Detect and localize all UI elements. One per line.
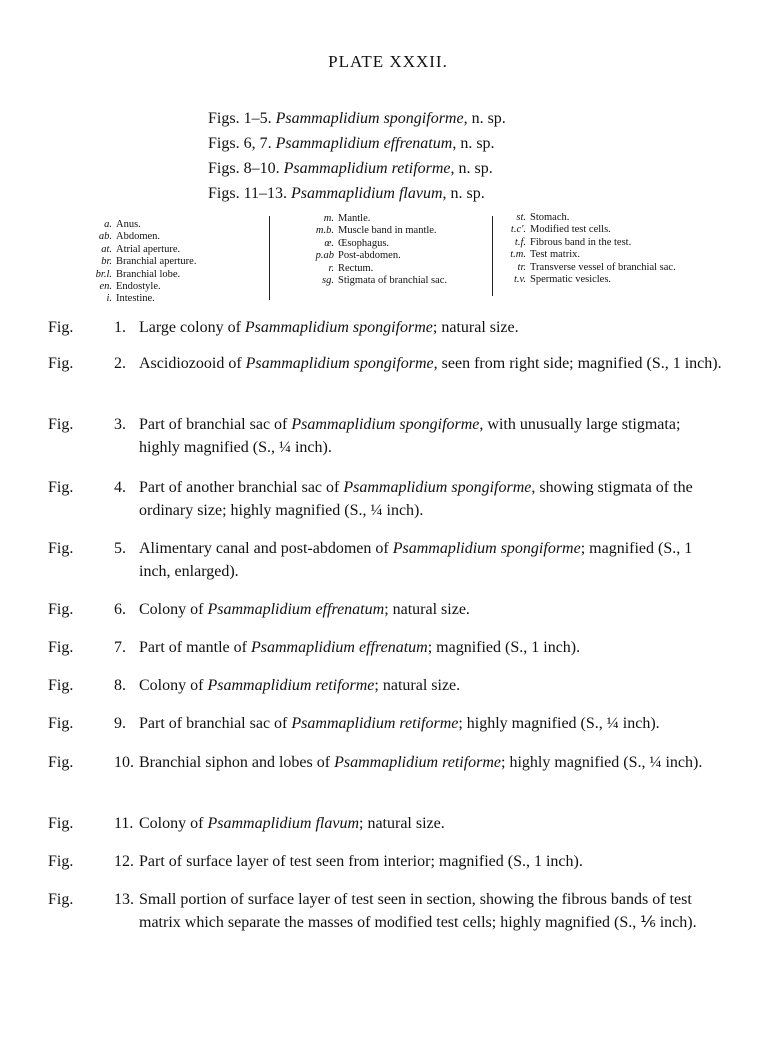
figure-text: Colony of [139,677,208,694]
figure-number: 2. [114,355,126,372]
figure-species: Psammaplidium flavum [207,815,359,832]
figure-species: Psammaplidium effrenatum [207,601,385,618]
figure-number: 6. [114,601,126,618]
figure-number: 7. [114,639,126,656]
figure-species: Psammaplidium retiforme [207,677,375,694]
species-name: Psammaplidium flavum [290,185,443,202]
figure-number: 1. [114,319,126,336]
abbreviation-value: Stomach. [530,212,570,223]
figure-entry [48,316,722,339]
abbreviation-key: r. [328,262,334,274]
abbreviation-value: Abdomen. [116,231,161,243]
figure-entry [48,888,722,934]
abbreviation-value: Intestine. [116,293,155,305]
species-name: Psammaplidium retiforme [283,160,451,177]
figure-text: Large colony of [139,319,245,336]
figure-label: Fig. [48,715,74,732]
figure-entry [48,674,722,697]
figure-label: Fig. [48,639,74,656]
figure-label: Fig. [48,891,74,908]
figure-text: ; highly magnified (S., ¼ inch). [458,715,660,732]
abbreviation-entry [506,249,676,261]
figure-number: 12. [114,853,134,870]
figure-text: ; natural size. [359,815,445,832]
plate-title: PLATE XXXII. [328,52,448,71]
figure-species: Psammaplidium spongiforme [291,416,480,433]
figure-text: Part of another branchial sac of [139,479,344,496]
abbreviation-entry [82,219,196,231]
figure-text: ; natural size. [384,601,470,618]
abbreviation-key: st. [516,212,526,223]
abbreviation-value: Transverse vessel of branchial sac. [530,261,676,273]
figure-text: Small portion of surface layer of test seen in section, showing the fibrous bands of test matrix which separate the masses of modified test cells; highly magnified (S., ⅙ inch). [139,891,697,931]
abbreviation-key: m.b. [315,225,334,237]
abbreviation-key: sg. [322,275,334,287]
figure-number: 4. [114,479,126,496]
figure-text: Branchial siphon and lobes of [139,754,335,771]
figure-number: 9. [114,715,126,732]
species-line [208,106,506,131]
figure-text: Colony of [139,815,208,832]
abbreviation-value: Test matrix. [530,249,581,261]
figure-number: 13. [114,891,134,908]
figure-entry [48,352,722,375]
abbreviation-value: Endostyle. [116,281,161,293]
abbreviation-key: t.c'. [510,224,526,236]
abbreviation-value: Rectum. [338,262,374,274]
figure-text: Part of mantle of [139,639,251,656]
figure-number: 8. [114,677,126,694]
figure-number: 10. [114,754,134,771]
abbreviations-column-3 [506,212,676,286]
abbreviation-key: en. [99,281,112,293]
abbreviation-entry [506,274,676,286]
abbreviation-value: Fibrous band in the test. [530,236,632,248]
figure-entry [48,413,722,459]
abbreviation-key: br. [101,256,112,268]
figure-text: ; natural size. [432,319,519,336]
figure-entry [48,636,722,659]
column-divider [269,216,270,300]
species-suffix: , n. sp. [442,185,485,202]
figure-text: Part of branchial sac of [139,416,292,433]
abbreviation-key: t.m. [510,249,526,261]
abbreviation-key: a. [104,219,112,230]
figure-species: Psammaplidium spongiforme [244,319,433,336]
species-name: Psammaplidium spongiforme [275,110,464,127]
abbreviation-value: Atrial aperture. [116,243,181,255]
figure-text: Alimentary canal and post-abdomen of [139,540,393,557]
figure-entry [48,812,722,835]
figure-text: Part of branchial sac of [139,715,292,732]
abbreviation-value: Anus. [116,219,141,230]
figure-text: , showing stigmata of the ordinary size; highly magnified (S., ¼ inch). [139,479,693,519]
species-figs: Figs. 1–5. [208,110,272,127]
abbreviation-entry [82,293,196,305]
abbreviation-value: Spermatic vesicles. [530,274,612,286]
figure-text: Ascidiozooid of [139,355,246,372]
abbreviation-key: t.v. [513,274,526,286]
figure-label: Fig. [48,754,74,771]
figure-species: Psammaplidium spongiforme [245,355,434,372]
abbreviation-entry [506,237,676,249]
abbreviation-entry [292,213,447,225]
species-figs: Figs. 6, 7. [208,135,272,152]
figure-label: Fig. [48,355,74,372]
figure-entry [48,751,722,774]
abbreviation-value: Modified test cells. [530,224,611,236]
figure-label: Fig. [48,540,74,557]
figure-number: 3. [114,416,126,433]
figure-label: Fig. [48,416,74,433]
abbreviation-value: Œsophagus. [338,237,390,249]
species-name: Psammaplidium effrenatum [275,135,453,152]
abbreviation-key: ab. [98,231,112,243]
figure-entry [48,712,722,735]
abbreviation-key: br.l. [95,268,112,280]
column-divider [492,216,493,296]
abbreviation-value: Post-abdomen. [338,250,401,262]
abbreviation-entry [292,263,447,275]
abbreviation-key: p.ab [315,250,334,262]
abbreviation-entry [292,238,447,250]
figure-text: ; magnified (S., 1 inch, enlarged). [139,540,693,580]
abbreviations-column-1 [82,219,196,306]
figure-species: Psammaplidium retiforme [291,715,459,732]
figure-label: Fig. [48,677,74,694]
abbreviation-value: Branchial aperture. [116,256,197,268]
abbreviation-value: Stigmata of branchial sac. [338,275,448,287]
species-suffix: , n. sp. [463,110,506,127]
abbreviation-entry [82,231,196,243]
species-suffix: , n. sp. [452,135,495,152]
figure-text: Part of surface layer of test seen from interior; magnified (S., 1 inch). [139,853,583,870]
abbreviation-entry [506,262,676,274]
species-suffix: , n. sp. [450,160,493,177]
figure-number: 5. [114,540,126,557]
abbreviation-key: at. [101,243,112,255]
figure-label: Fig. [48,815,74,832]
species-figs: Figs. 11–13. [208,185,287,202]
figure-entry [48,598,722,621]
figure-label: Fig. [48,319,74,336]
abbreviation-entry [82,244,196,256]
abbreviation-key: t.f. [514,236,526,248]
figure-text: ; natural size. [374,677,461,694]
abbreviation-entry [292,275,447,287]
abbreviation-entry [82,269,196,281]
figure-text: , with unusually large stigmata; highly magnified (S., ¼ inch). [139,416,681,456]
abbreviation-entry [82,256,196,268]
figure-label: Fig. [48,853,74,870]
figure-species: Psammaplidium spongiforme [392,540,581,557]
figure-text: ; magnified (S., 1 inch). [427,639,581,656]
figure-entry [48,537,722,583]
abbreviations-column-2 [292,213,447,287]
abbreviation-key: œ. [324,237,334,249]
abbreviation-value: Mantle. [338,213,371,224]
figure-entry [48,476,722,522]
abbreviation-entry [82,281,196,293]
species-line [208,181,506,206]
figure-species: Psammaplidium retiforme [334,754,502,771]
abbreviation-key: m. [323,213,334,224]
figure-text: ; highly magnified (S., ¼ inch). [501,754,703,771]
abbreviation-entry [292,250,447,262]
species-line [208,156,506,181]
figure-label: Fig. [48,479,74,496]
figure-number: 11. [114,815,134,832]
figure-text: , seen from right side; magnified (S., 1 inch). [433,355,722,372]
species-figs: Figs. 8–10. [208,160,280,177]
figure-text: Colony of [139,601,208,618]
abbreviation-entry [506,212,676,224]
abbreviation-entry [506,224,676,236]
figure-label: Fig. [48,601,74,618]
species-list [208,106,506,206]
figure-species: Psammaplidium spongiforme [343,479,532,496]
abbreviation-key: tr. [517,261,526,273]
abbreviation-value: Branchial lobe. [116,268,181,280]
figure-entry [48,850,722,873]
abbreviation-value: Muscle band in mantle. [338,225,437,237]
figure-species: Psammaplidium effrenatum [250,639,428,656]
species-line [208,131,506,156]
abbreviation-entry [292,225,447,237]
abbreviation-key: i. [106,293,112,305]
